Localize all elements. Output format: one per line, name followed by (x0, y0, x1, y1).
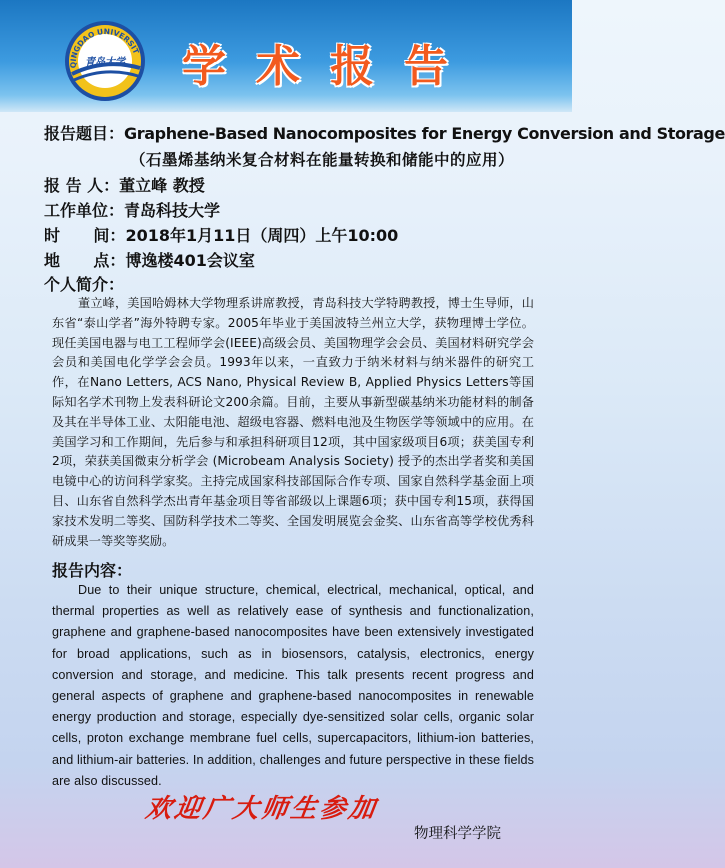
logo-ring-text: QINGDAO UNIVERSIT (68, 26, 141, 69)
bio-body (52, 294, 534, 551)
abstract-paragraph: Due to their unique structure, chemical, electrical, mechanical, optical, and thermal properties as well as relatively ease of synthesis and functionalization, graphene and graphene-based nanocomposites have been extensively investigated for broad applications, such as in biosensors, catalysis, electronics, energy conversion and storage, and medicine. This talk presents recent progress and general aspects of graphene and graphene-based nanocomposites in renewable energy production and storage, especially dye-sensitized solar cells, organic solar cells, proton exchange membrane fuel cells, supercapacitors, lithium-ion batteries, and lithium-air batteries. In addition, challenges and future perspective in these fields are also discussed. (52, 583, 534, 788)
abstract-body (52, 580, 534, 792)
location-label: 地 点： (44, 251, 126, 270)
location-row (44, 248, 544, 271)
time-row (44, 223, 544, 246)
university-logo (62, 18, 148, 104)
page-title: 学术报告 (182, 41, 478, 92)
affiliation-value: 青岛科技大学 (124, 201, 221, 220)
speaker-label: 报 告 人： (44, 176, 120, 195)
affiliation-label: 工作单位： (44, 201, 125, 220)
topic-english: Graphene-Based Nanocomposites for Energy Conversion and Storage (124, 124, 725, 143)
speaker-row (44, 173, 544, 196)
logo-center-text: 青岛大学 (85, 57, 125, 68)
bio-heading: 个人简介： (44, 275, 125, 294)
welcome-slogan: 欢迎广大师生参加 (143, 794, 380, 824)
organizer-name: 物理科学学院 (414, 826, 501, 842)
topic-row (44, 121, 725, 144)
time-label: 时 间： (44, 226, 126, 245)
speaker-name: 董立峰 教授 (119, 176, 205, 195)
topic-chinese: （石墨烯基纳米复合材料在能量转换和储能中的应用） (130, 151, 515, 169)
bio-paragraph: 董立峰，美国哈姆林大学物理系讲席教授，青岛科技大学特聘教授，博士生导师，山东省“泰山学者”海外特聘专家。2005年毕业于美国波特兰州立大学，获物理博士学位。现任美国电器与电工工程师学会(IEEE)高级会员、美国物理学会会员、美国材料研究学会会员和美国电化学学会会员。1993年以来，一直致力于纳米材料与纳米器件的研究工作，在Nano Letters, ACS Nano, Physical Review B, Applied Physics Letters等国际知名学术刊物上发表科研论文200余篇。目前，主要从事新型碳基纳米功能材料的制备及其在半导体工业、太阳能电池、超级电容器、燃料电池及生物医学等领域中的应用。在美国学习和工作期间，先后参与和承担科研项目12项，其中国家级项目6项；获美国专利2项，荣获美国微束分析学会 (Microbeam Analysis Society) 授予的杰出学者奖和美国电镜中心的访问科学家奖。主持完成国家科技部国际合作专项、国家自然科学基金面上项目、山东省自然科学杰出青年基金项目等省部级以上课题6项；获中国专利15项，获得国家技术发明二等奖、国防科学技术二等奖、全国发明展览会金奖、山东省高等学校优秀科研成果一等奖等奖励。 (52, 296, 534, 548)
time-value: 2018年1月11日（周四）上午10:00 (125, 226, 399, 245)
topic-label: 报告题目： (44, 124, 125, 143)
affiliation-row (44, 198, 544, 221)
abstract-heading: 报告内容： (52, 561, 133, 580)
location-value: 博逸楼401会议室 (125, 251, 255, 270)
